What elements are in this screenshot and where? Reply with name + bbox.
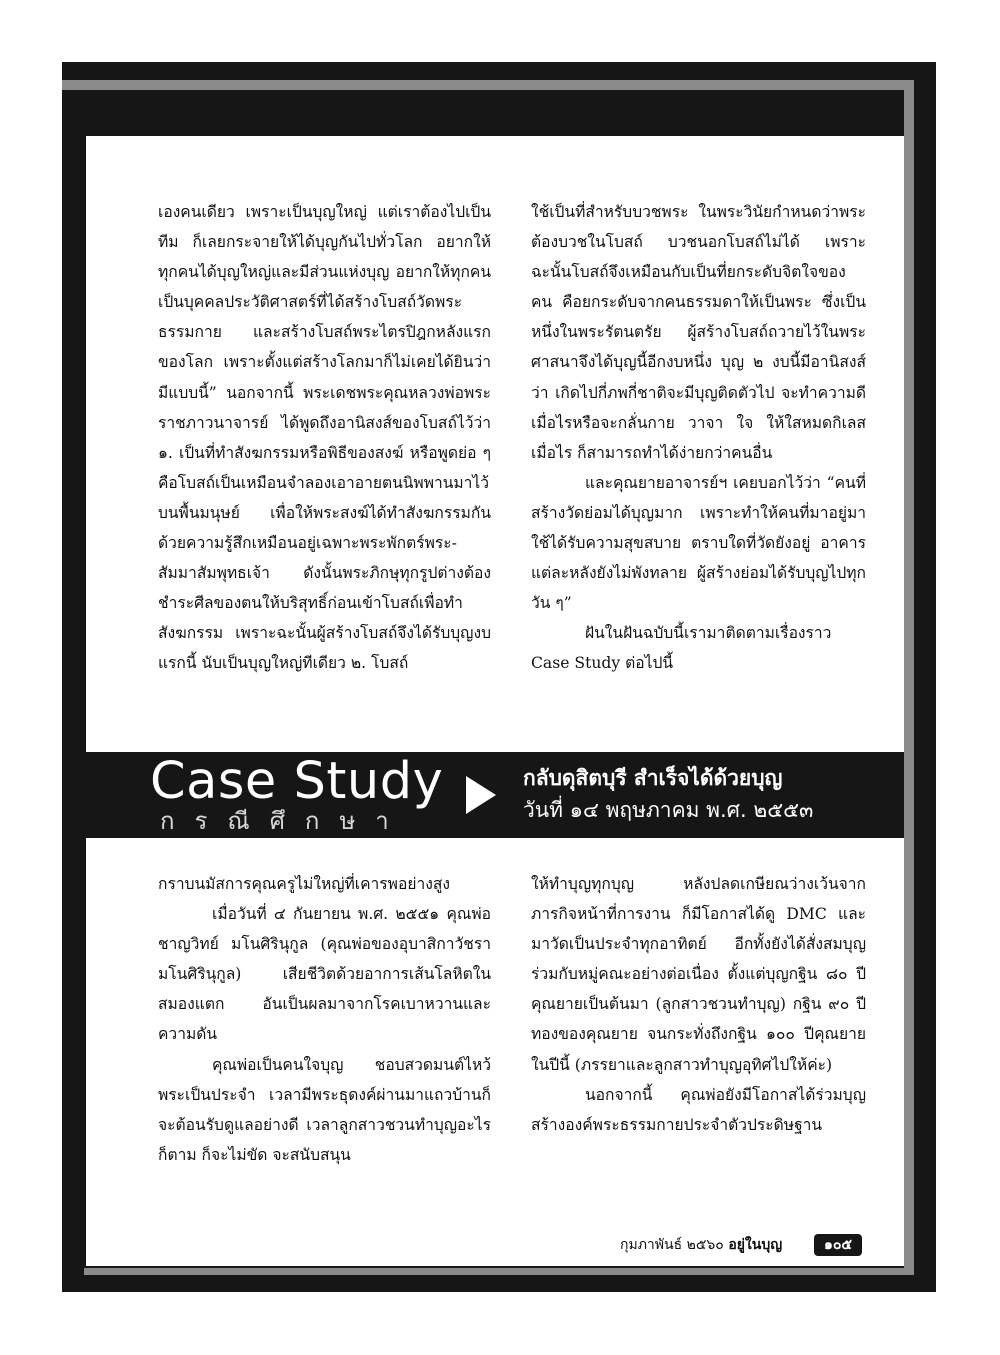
paragraph: ให้ทำบุญทุกบุญ หลังปลดเกษียณว่างเว้นจากภารกิจหน้าที่การงาน ก็มีโอกาสได้ดู DMC และมาวัดเป็นประจำทุกอาทิตย์ อีกทั้งยังได้สั่งสมบุญร่วมกับหมู่คณะอย่างต่อเนื่อง ตั้งแต่บุญกฐิน ๘๐ ปีคุณยายเป็นต้นมา (ลูกสาวชวนทำบุญ) กฐิน ๙๐ ปีทองของคุณยาย จนกระทั่งถึงกฐิน ๑๐๐ ปีคุณยายในปีนี้ (ภรรยาและลูกสาวทำบุญอุทิศไปให้ค่ะ) bbox=[531, 875, 866, 1074]
article-top-right-column bbox=[531, 197, 866, 679]
paragraph: เองคนเดียว เพราะเป็นบุญใหญ่ แต่เราต้องไปเป็นทีม ก็เลยกระจายให้ได้บุญกันไปทั่วโลก อยากให้ทุกคนได้บุญใหญ่และมีส่วนแห่งบุญ อยากให้ทุกคนเป็นบุคคลประวัติศาสตร์ที่ได้สร้างโบสถ์วัดพระธรรมกาย และสร้างโบสถ์พระไตรปิฎกหลังแรกของโลก เพราะตั้งแต่สร้างโลกมาก็ไม่เคยได้ยินว่ามีแบบนี้” นอกจากนี้ พระเดชพระคุณหลวงพ่อพระราชภาวนาจารย์ ได้พูดถึงอานิสงส์ของโบสถ์ไว้ว่า ๑. เป็นที่ทำสังฆกรรมหรือพิธีของสงฆ์ หรือพูดย่อ ๆ คือโบสถ์เป็นเหมือนจำลองเอาอายตนนิพพานมาไว้บนพื้นมนุษย์ เพื่อให้พระสงฆ์ได้ทำสังฆกรรมกันด้วยความรู้สึกเหมือนอยู่เฉพาะพระพักตร์พระ-สัมมาสัมพุทธเจ้า ดังนั้นพระภิกษุทุกรูปต่างต้องชำระศีลของตนให้บริสุทธิ์ก่อนเข้าโบสถ์เพื่อทำสังฆกรรม เพราะฉะนั้นผู้สร้างโบสถ์จึงได้รับบุญงบแรกนี้ นับเป็นบุญใหญ่ทีเดียว ๒. โบสถ์ bbox=[158, 203, 491, 673]
paragraph: และคุณยายอาจารย์ฯ เคยบอกไว้ว่า “คนที่สร้างวัดย่อมได้บุญมาก เพราะทำให้คนที่มาอยู่มาใช้ได้รับความสุขสบาย ตราบใดที่วัดยังอยู่ อาคารแต่ละหลังยังไม่พังทลาย ผู้สร้างย่อมได้รับบุญไปทุกวัน ๆ” bbox=[531, 473, 866, 613]
case-study-date: วันที่ ๑๔ พฤษภาคม พ.ศ. ๒๕๕๓ bbox=[523, 798, 814, 822]
frame-accent-bar-top bbox=[62, 80, 914, 90]
case-study-title: Case Study bbox=[150, 752, 444, 811]
page-number: ๑๐๕ bbox=[814, 1234, 862, 1256]
case-study-headline: กลับดุสิตบุรี สำเร็จได้ด้วยบุญ bbox=[523, 766, 783, 790]
frame-accent-bar-right bbox=[904, 90, 914, 1275]
paragraph: นอกจากนี้ คุณพ่อยังมีโอกาสได้ร่วมบุญสร้างองค์พระธรรมกายประจำตัวประดิษฐาน bbox=[531, 1085, 866, 1134]
paragraph: คุณพ่อเป็นคนใจบุญ ชอบสวดมนต์ไหว้พระเป็นประจำ เวลามีพระธุดงค์ผ่านมาแถวบ้านก็จะต้อนรับดูแลอย่างดี เวลาลูกสาวชวนทำบุญอะไรก็ตาม ก็จะไม่ขัด จะสนับสนุน bbox=[158, 1055, 491, 1164]
page-footer bbox=[620, 1234, 782, 1256]
paragraph: เมื่อวันที่ ๔ กันยายน พ.ศ. ๒๕๕๑ คุณพ่อชาญวิทย์ มโนศิรินุกูล (คุณพ่อของอุบาสิกาวัชรา มโนศิรินุกูล) เสียชีวิตด้วยอาการเส้นโลหิตในสมองแตก อันเป็นผลมาจากโรคเบาหวานและความดัน bbox=[158, 905, 491, 1044]
article-bottom-right-column bbox=[531, 869, 866, 1140]
article-top-panel bbox=[86, 136, 904, 752]
case-study-subtitle: กรณีศึกษา bbox=[160, 807, 409, 835]
magazine-name: อยู่ในบุญ bbox=[728, 1237, 783, 1253]
paragraph: ฝันในฝันฉบับนี้เรามาติดตามเรื่องราว Case Study ต่อไปนี้ bbox=[531, 624, 832, 673]
article-bottom-panel bbox=[86, 838, 904, 1266]
frame-accent-bar-bottom bbox=[84, 1268, 914, 1275]
salutation: กราบนมัสการคุณครูไม่ใหญ่ที่เคารพอย่างสูง bbox=[158, 875, 450, 893]
issue-date: กุมภาพันธ์ ๒๕๖๐ bbox=[620, 1237, 724, 1253]
play-arrow-icon bbox=[466, 776, 496, 814]
article-bottom-left-column bbox=[158, 869, 491, 1170]
article-top-left-column bbox=[158, 197, 491, 679]
paragraph: ใช้เป็นที่สำหรับบวชพระ ในพระวินัยกำหนดว่าพระต้องบวชในโบสถ์ บวชนอกโบสถ์ไม่ได้ เพราะฉะนั้นโบสถ์จึงเหมือนกับเป็นที่ยกระดับจิตใจของคน คือยกระดับจากคนธรรมดาให้เป็นพระ ซึ่งเป็นหนึ่งในพระรัตนตรัย ผู้สร้างโบสถ์ถวายไว้ในพระศาสนาจึงได้บุญนี้อีกงบหนึ่ง บุญ ๒ งบนี้มีอานิสงส์ว่า เกิดไปกี่ภพกี่ชาติจะมีบุญติดตัวไป จะทำความดีเมื่อไรหรือจะกลั่นกาย วาจา ใจ ให้ใสหมดกิเลสเมื่อไร ก็สามารถทำได้ง่ายกว่าคนอื่น bbox=[531, 203, 866, 462]
